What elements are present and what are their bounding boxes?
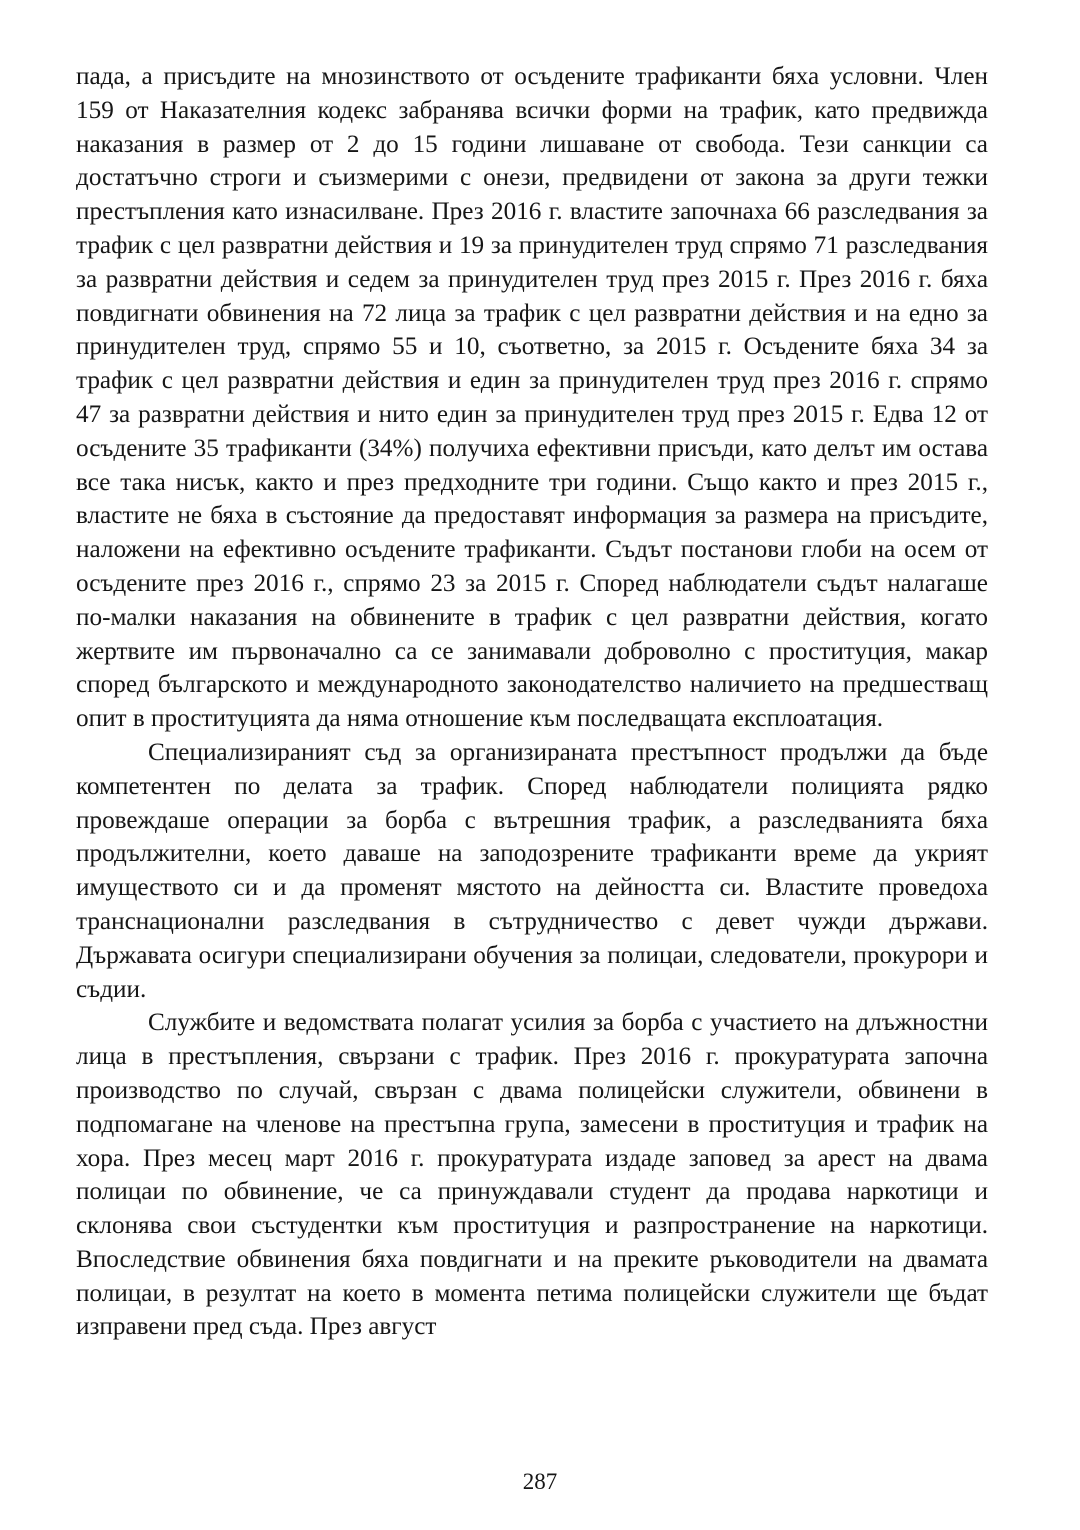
page-number: 287 — [522, 1469, 558, 1494]
paragraph-trafficking-sentences: пада, а присъдите на мнозинството от осъдените трафиканти бяха условни. Член 159 от Наказателния кодекс забранява всички форми на трафик, като предвижда наказания в размер от 2 до 15 години лишаване от свобода. Тези санкции са достатъчно строги и съизмерими с онези, предвидени от закона за други тежки престъпления като изнасилване. През 2016 г. властите започнаха 66 разследвания за трафик с цел развратни действия и 19 за принудителен труд спрямо 71 разследвания за развратни действия и седем за принудителен труд през 2015 г. През 2016 г. бяха повдигнати обвинения на 72 лица за трафик с цел развратни действия и на едно за принудителен труд, спрямо 55 и 10, съответно, за 2015 г. Осъдените бяха 34 за трафик с цел развратни действия и един за принудителен труд през 2016 г. спрямо 47 за развратни действия и нито един за принудителен труд през 2015 г. Едва 12 от осъдените 35 трафиканти (34%) получиха ефективни присъди, като делът им остава все така нисък, както и през предходните три години. Също както и през 2015 г., властите не бяха в състояние да предоставят информация за размера на присъдите, наложени на ефективно осъдените трафиканти. Съдът постанови глоби на осем от осъдените през 2016 г., спрямо 23 за 2015 г. Според наблюдатели съдът налагаше по-малки наказания на обвинените в трафик с цел развратни действия, когато жертвите им първоначално са се занимавали доброволно с проституция, макар според българското и международното законодателство наличието на предшестващ опит в проституцията да няма отношение към последващата експлоатация. — [76, 63, 988, 733]
paragraph-specialized-court: Специализираният съд за организираната престъпност продължи да бъде компетентен по делата за трафик. Според наблюдатели полицията рядко провеждаше операции за борба с вътрешния трафик, а разследванията бяха продължителни, което даваше на заподозрените трафиканти време да укрият имуществото си и да променят мястото на дейността си. Властите проведоха транснационални разследвания в сътрудничество с девет чужди държави. Държавата осигури специализирани обучения за полицаи, следователи, прокурори и съдии. — [76, 738, 988, 1003]
paragraph-official-complicity: Службите и ведомствата полагат усилия за борба с участието на длъжностни лица в престъпления, свързани с трафик. През 2016 г. прокуратурата започна производство по случай, свързан с двама полицейски служители, обвинени в подпомагане на членове на престъпна група, замесени в проституция и трафик на хора. През месец март 2016 г. прокуратурата издаде заповед за арест на двама полицаи по обвинение, че са принуждавали студент да продава наркотици и склонява свои състудентки към проституция и разпространение на наркотици. Впоследствие обвинения бяха повдигнати и на преките ръководители на двамата полицаи, в резултат на което в момента петима полицейски служители ще бъдат изправени пред съда. През август — [76, 1009, 988, 1341]
document-body — [76, 60, 988, 1344]
